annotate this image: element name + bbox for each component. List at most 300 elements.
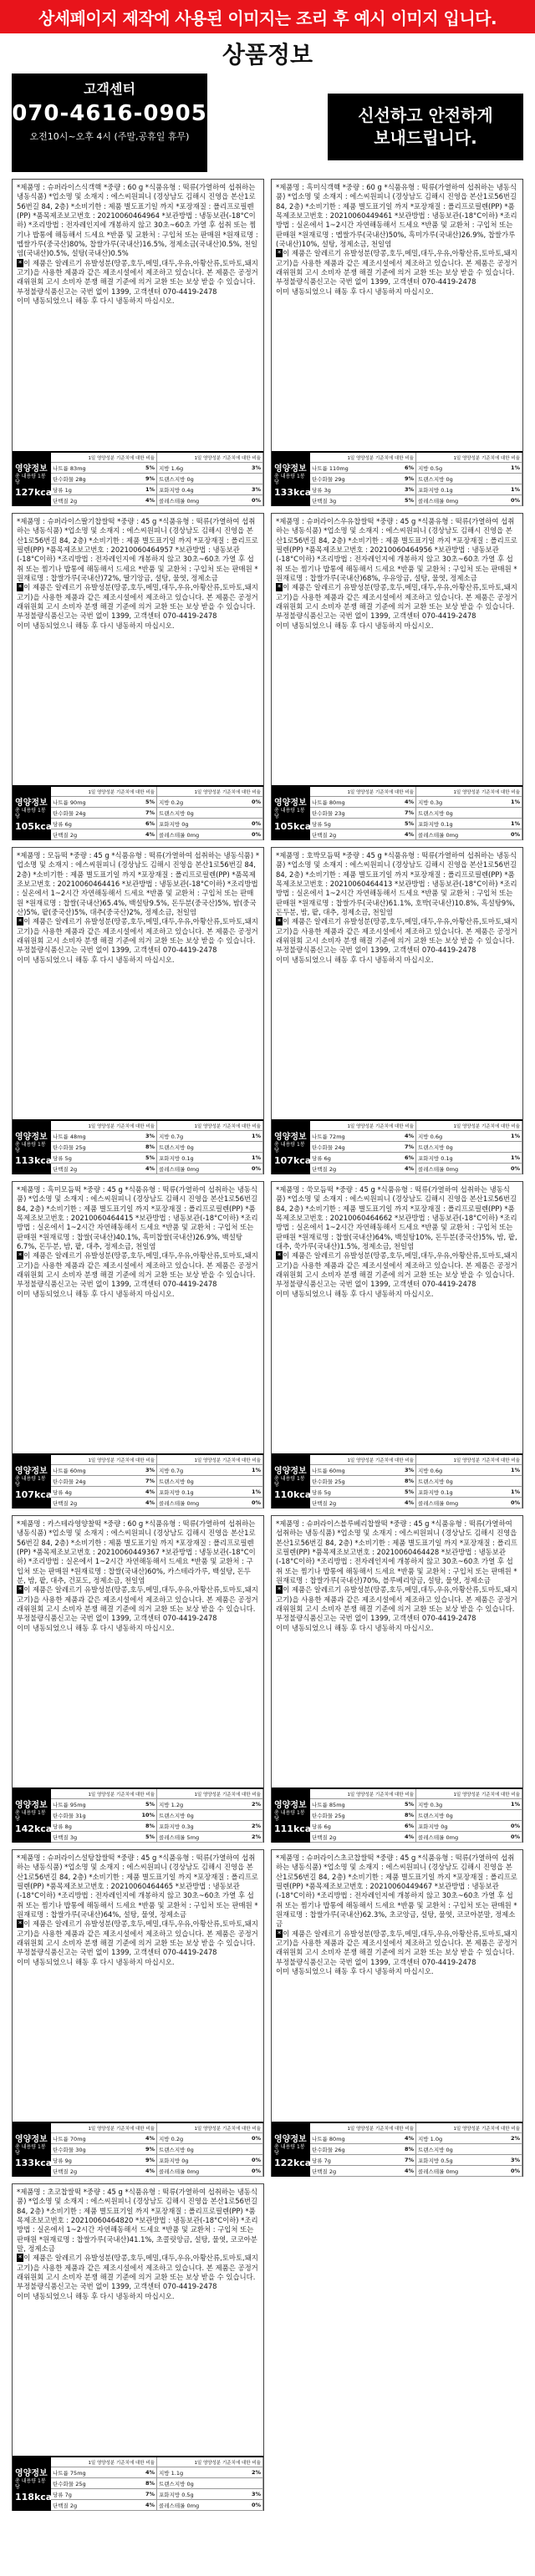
nutrient-cell bbox=[157, 2144, 263, 2155]
product-card bbox=[271, 179, 523, 506]
nutrient-name: 콜레스테롤 bbox=[159, 2168, 186, 2175]
nutrient-amount: 2g bbox=[69, 2502, 78, 2509]
nutrient-percent: 5% bbox=[404, 1801, 414, 1808]
nutrition-label: 영양정보 bbox=[15, 798, 48, 808]
freeze-note: 이미 냉동되었으니 해동 후 다시 냉동하지 마십시오. bbox=[276, 1967, 434, 1976]
nutrient-label-group bbox=[312, 1833, 336, 1841]
nutrient-percent: 2% bbox=[251, 1833, 261, 1840]
nutrient-name: 나트륨 bbox=[312, 799, 328, 806]
product-label-text bbox=[13, 514, 263, 785]
nutrient-amount: 2g bbox=[329, 1499, 337, 1507]
kcal-value: 133kcal bbox=[274, 487, 314, 499]
nutrient-percent: 3% bbox=[251, 2491, 261, 2497]
nutrient-cell bbox=[310, 1142, 416, 1153]
nutrient-amount: 28g bbox=[75, 475, 86, 483]
nutrient-percent: 2% bbox=[251, 1823, 261, 1829]
allergy-text: 이 제품은 알레르기 유발성분(땅콩,호두,메밀,대두,우유,아황산류,토마토,돼지고기)을 사용한 제품과 같은 제조시설에서 제조하고 있습니다. 본 제품은 공정거래위원회 고시 소비자 분쟁 해결 기준에 의거 교환 또는 보상 받을 수 있습니다. 부정불량식품신고는 국번 없이 1399, 고객센터 070-4419-2478 bbox=[276, 1585, 517, 1623]
nutrient-name: 트랜스지방 bbox=[159, 1812, 186, 1819]
nutrition-header bbox=[272, 1121, 314, 1174]
nutrient-name: 나트륨 bbox=[312, 2135, 328, 2142]
nutrient-cell bbox=[157, 1142, 263, 1153]
nutrient-cell bbox=[416, 1153, 522, 1164]
nutrient-cell bbox=[310, 2166, 416, 2177]
nutrient-percent: 0% bbox=[251, 1499, 261, 1506]
allergy-marker: * bbox=[18, 1585, 23, 1595]
nutrient-label-group bbox=[53, 831, 77, 839]
product-label-text bbox=[13, 1182, 263, 1453]
nutrient-percent: 0% bbox=[251, 2135, 261, 2142]
nutrient-cell bbox=[51, 2144, 157, 2155]
nutrient-amount: 9g bbox=[64, 2157, 72, 2164]
nutrient-name: 지방 bbox=[418, 1467, 429, 1474]
nutrient-amount: 0.1g bbox=[181, 1488, 194, 1496]
nutrient-amount: 6g bbox=[324, 1823, 331, 1830]
nutrient-label-group bbox=[418, 2135, 442, 2142]
freeze-note: 이미 냉동되었으니 해동 후 다시 냉동하지 마십시오. bbox=[276, 1289, 434, 1298]
nutrient-percent: 4% bbox=[145, 2469, 155, 2476]
nutrition-label: 영양정보 bbox=[274, 798, 307, 808]
nutrient-label-group bbox=[159, 2480, 194, 2487]
nutrient-label-group bbox=[312, 1165, 336, 1173]
nutrient-name: 지방 bbox=[159, 464, 170, 472]
nutrient-cell bbox=[157, 797, 263, 808]
allergy-notice bbox=[276, 583, 518, 621]
nutrient-amount: 2g bbox=[329, 1165, 337, 1173]
nutrient-label-group bbox=[53, 464, 86, 472]
nutrient-label-group bbox=[53, 809, 86, 817]
nutrition-header bbox=[13, 1121, 55, 1174]
nutrient-name: 단백질 bbox=[53, 1833, 69, 1841]
nutrient-label-group bbox=[159, 1488, 194, 1496]
nutrient-cell bbox=[157, 1131, 263, 1142]
nutrient-name: 나트륨 bbox=[53, 1467, 69, 1474]
nutrient-amount: 25g bbox=[334, 1478, 345, 1485]
nutrient-cell bbox=[416, 1476, 522, 1487]
freeze-note: 이미 냉동되었으니 해동 후 다시 냉동하지 마십시오. bbox=[17, 1289, 175, 1298]
nutrient-label-group bbox=[418, 831, 458, 839]
nutrition-table bbox=[51, 787, 263, 840]
nutrient-cell bbox=[416, 1821, 522, 1832]
allergy-marker: * bbox=[18, 917, 23, 926]
nutrient-amount: 25g bbox=[334, 1812, 345, 1819]
nutrient-amount: 1.2g bbox=[171, 1801, 184, 1808]
nutrient-amount: 0mg bbox=[446, 1499, 459, 1507]
notice-banner: 상세페이지 제작에 사용된 이미지는 조리 후 예시 이미지 입니다. bbox=[0, 0, 535, 33]
nutrient-label-group bbox=[159, 497, 199, 505]
allergy-marker: * bbox=[18, 1251, 23, 1260]
nutrient-label-group bbox=[159, 2502, 199, 2509]
nutrient-percent: 7% bbox=[404, 809, 414, 816]
nutrient-percent: 9% bbox=[404, 475, 414, 482]
nutrient-percent: 4% bbox=[145, 1499, 155, 1506]
allergy-marker: * bbox=[278, 1929, 282, 1938]
nutrient-label-group bbox=[159, 1154, 194, 1162]
nutrient-name: 탄수화물 bbox=[53, 2146, 74, 2153]
nutrition-table bbox=[51, 1455, 263, 1509]
freeze-note: 이미 냉동되었으니 해동 후 다시 냉동하지 마십시오. bbox=[17, 297, 175, 306]
nutrition-panel bbox=[272, 451, 522, 506]
product-details: *제품명 : 쑥모듬떡 *중량 : 45 g *식품유형 : 떡류(가열하여 섭취하는 냉동식품) *업소명 및 소재지 : 에스씨원피니 (경상남도 김해시 진영읍 본산1로56번길 84, 2층) *소비기한 : 제품 별도표기일 까지 *포장재질 : 폴리프로필렌(PP) *품목제조보고번호 : 20210060464662 *보관방법 : 냉동보관(-18°C이하) *조리방법 : 실온에서 1~2시간 자연해동해서 드세요 *반품 및 교환처 : 구입처 또는 판매원 *원재료명 : 찹쌀(국내산)64%, 백설탕10%, 돈두분(중국산)5%, 밤, 팥, 대추, 쑥가루(국내산)1.5%, 정제소금, 천일염 bbox=[276, 1185, 517, 1251]
nutrient-percent: 0% bbox=[510, 497, 520, 504]
nutrient-cell bbox=[51, 495, 157, 506]
nutrient-cell bbox=[51, 1142, 157, 1153]
nutrient-percent: 5% bbox=[145, 1833, 155, 1840]
nutrient-label-group bbox=[159, 1833, 199, 1841]
allergy-text: 이 제품은 알레르기 유발성분(땅콩,호두,메밀,대두,우유,아황산류,토마토,돼지고기)을 사용한 제품과 같은 제조시설에서 제조하고 있습니다. 본 제품은 공정거래위원회 고시 소비자 분쟁 해결 기준에 의거 교환 또는 보상 받을 수 있습니다. 부정불량식품신고는 국번 없이 1399, 고객센터 070-4419-2478 bbox=[276, 917, 517, 955]
nutrient-label-group bbox=[312, 1823, 331, 1830]
product-label-text bbox=[13, 180, 263, 451]
nutrient-name: 나트륨 bbox=[53, 799, 69, 806]
product-card bbox=[271, 1181, 523, 1509]
nutrient-name: 트랜스지방 bbox=[418, 1812, 445, 1819]
nutrient-percent: 4% bbox=[404, 1133, 414, 1139]
nutrient-cell bbox=[51, 474, 157, 484]
nutrient-cell bbox=[310, 1476, 416, 1487]
nutrition-header bbox=[13, 787, 55, 840]
nutrient-cell bbox=[310, 808, 416, 819]
nutrient-cell bbox=[157, 1498, 263, 1509]
nutrient-cell bbox=[51, 819, 157, 829]
product-details: *제품명 : 슈퍼라이스설탕찹쌀떡 *중량 : 45 g *식품유형 : 떡류(가열하여 섭취하는 냉동식품) *업소명 및 소재지 : 에스씨원피니 (경상남도 김해시 진영읍 본산1로56번길 84, 2층) *소비기한 : 제품 별도표기일 까지 *포장재질 : 폴리프로필렌(PP) *품목제조보고번호 : 20210060464465 *보관방법 : 냉동보관(-18°C이하) *조리방법 : 전자레인지에 개봉하지 않고 30초~60초 가열 후 섭취 또는 찜기나 밥통에 해동해서 드세요 *반품 및 교환처 : 구입처 또는 판매원 *원재료명 : 찹쌀가루(국내산)64%, 설탕, 물엿, 정제소금 bbox=[17, 1853, 258, 1919]
nutrition-panel bbox=[13, 1119, 263, 1174]
nutrient-name: 탄수화물 bbox=[53, 1143, 74, 1151]
product-card bbox=[12, 513, 264, 840]
nutrient-name: 지방 bbox=[418, 464, 429, 472]
nutrient-percent: 4% bbox=[145, 2135, 155, 2142]
nutrient-percent: 1% bbox=[510, 1467, 520, 1473]
nutrient-amount: 5g bbox=[324, 1488, 331, 1496]
nutrient-amount: 0g bbox=[446, 2146, 453, 2153]
nutrient-cell bbox=[157, 1465, 263, 1476]
nutrient-label-group bbox=[53, 2146, 86, 2153]
nutrient-cell bbox=[51, 1487, 157, 1498]
nutrient-label-group bbox=[418, 1499, 458, 1507]
nutrient-amount: 0mg bbox=[446, 1165, 459, 1173]
nutrient-percent: 8% bbox=[145, 1823, 155, 1829]
nutrition-label: 영양정보 bbox=[15, 464, 48, 474]
allergy-text: 이 제품은 알레르기 유발성분(땅콩,호두,메밀,대두,우유,아황산류,토마토,돼지고기)을 사용한 제품과 같은 제조시설에서 제조하고 있습니다. 본 제품은 공정거래위원회 고시 소비자 분쟁 해결 기준에 의거 교환 또는 보상 받을 수 있습니다. 부정불량식품신고는 국번 없이 1399, 고객센터 070-4419-2478 bbox=[17, 2254, 258, 2291]
nutrient-percent: 0% bbox=[510, 831, 520, 838]
nutrition-panel bbox=[272, 1119, 522, 1174]
nutrient-label-group bbox=[159, 2135, 183, 2142]
freeze-note: 이미 냉동되었으니 해동 후 다시 냉동하지 마십시오. bbox=[17, 621, 175, 630]
product-card bbox=[12, 2183, 264, 2511]
nutrient-name: 지방 bbox=[418, 1133, 429, 1140]
nutrient-name: 콜레스테롤 bbox=[159, 831, 186, 839]
product-label-text bbox=[13, 1516, 263, 1787]
nutrient-cell bbox=[310, 1131, 416, 1142]
allergy-notice bbox=[17, 1585, 259, 1623]
fresh-line-2: 보내드립니다. bbox=[374, 128, 477, 148]
nutrient-label-group bbox=[312, 1801, 345, 1808]
nutrient-cell bbox=[310, 797, 416, 808]
nutrient-name: 탄수화물 bbox=[312, 1478, 334, 1485]
product-details: *제품명 : 슈퍼라이스우유찹쌀떡 *중량 : 45 g *식품유형 : 떡류(가열하여 섭취하는 냉동식품) *업소명 및 소재지 : 에스씨원피니 (경상남도 김해시 진영읍 본산1로56번길 84, 2층) *소비기한 : 제품 별도표기일 까지 *포장재질 : 폴리프로필렌(PP) *품목제조보고번호 : 20210060464956 *보관방법 : 냉동보관(-18°C이하) *조리방법 : 전자레인지에 개봉하지 않고 30초~60초 가열 후 섭취 또는 찜기나 밥통에 해동해서 드세요 *반품 및 교환처 : 구입처 또는 판매원 *원재료명 : 찹쌀가루(국내산)68%, 우유앙금, 설탕, 물엿, 정제소금 bbox=[276, 517, 517, 583]
nutrient-name: 지방 bbox=[418, 799, 429, 806]
nutrient-amount: 0.1g bbox=[441, 1488, 453, 1496]
nutrient-amount: 0.5g bbox=[430, 464, 443, 472]
nutrient-label-group bbox=[159, 2157, 188, 2164]
product-label-text bbox=[272, 180, 522, 451]
nutrient-amount: 0g bbox=[441, 1823, 448, 1830]
nutrient-amount: 0mg bbox=[186, 1165, 200, 1173]
nutrient-amount: 0mg bbox=[186, 831, 200, 839]
nutrient-percent: 0% bbox=[251, 820, 261, 827]
nutrient-percent: 8% bbox=[145, 2480, 155, 2487]
product-details: *제품명 : 호박모듬떡 *중량 : 45 g *식품유형 : 떡류(가열하여 섭취하는 냉동식품) *업소명 및 소재지 : 에스씨원피니 (경상남도 김해시 진영읍 본산1로56번길 84, 2층) *소비기한 : 제품 별도표기일 까지 *포장재질 : 폴리프로필렌(PP) *품목제조보고번호 : 20210060464413 *보관방법 : 냉동보관(-18°C이하) *조리방법 : 실온에서 1~2시간 자연해동해서 드세요 *반품 및 교환처 : 구입처 또는 판매원 *원재료명 : 찹쌀가루(국내산)61.1%, 호박(국내산)10.8%, 흑설탕9%, 돈두분, 밤, 팥, 대추, 정제소금, 천일염 bbox=[276, 851, 517, 917]
nutrient-amount: 0mg bbox=[446, 831, 459, 839]
nutrient-cell bbox=[51, 829, 157, 840]
nutrient-amount: 25g bbox=[75, 2480, 86, 2487]
nutrition-table bbox=[51, 2123, 263, 2177]
nutrient-cell bbox=[51, 808, 157, 819]
nutrient-cell bbox=[416, 808, 522, 819]
nutrient-percent: 5% bbox=[404, 820, 414, 827]
freeze-note: 이미 냉동되었으니 해동 후 다시 냉동하지 마십시오. bbox=[17, 955, 175, 964]
nutrient-percent: 6% bbox=[404, 1154, 414, 1161]
nutrient-amount: 0g bbox=[186, 1143, 194, 1151]
nutrient-name: 지방 bbox=[159, 2469, 170, 2477]
product-details: *제품명 : 슈퍼라이스초코찹쌀떡 *중량 : 45 g *식품유형 : 떡류(가열하여 섭취하는 냉동식품) *업소명 및 소재지 : 에스씨원피니 (경상남도 김해시 진영읍 본산1로56번길 84, 2층) *소비기한 : 제품 별도표기일 까지 *포장재질 : 폴리프로필렌(PP) *품목제조보고번호 : 20210060449467 *보관방법 : 냉동보관(-18°C이하) *조리방법 : 전자레인지에 개봉하지 않고 30초~60초 가열 후 섭취 또는 찜기나 밥통에 해동해서 드세요 *반품 및 교환처 : 구입처 또는 판매원 *원재료명 : 찹쌀가루(국내산)62.3%, 초코앙금, 설탕, 물엿, 코코아분말, 정제소금 bbox=[276, 1853, 517, 1929]
nutrient-amount: 0g bbox=[186, 2146, 194, 2153]
nutrient-percent: 5% bbox=[404, 1488, 414, 1495]
nutrition-panel bbox=[272, 785, 522, 840]
product-details: *제품명 : 슈퍼라이스식객핵 *중량 : 60 g *식품유형 : 떡류(가열하여 섭취하는 냉동식품) *업소명 및 소재지 : 에스씨원피니 (경상남도 김해시 진영읍 본산1로56번길 84, 2층) *소비기한 : 제품 별도표기일 까지 *포장재질 : 폴리프로필렌(PP) *품목제조보고번호 : 20210060464964 *보관방법 : 냉동보관(-18°C이하) *조리방법 : 전자레인지에 개봉하지 않고 30초~60초 가열 후 섭취 또는 찜기나 밥통에 해동해서 드세요 *반품 및 교환처 : 구입처 또는 판매원 *원재료명 : 멥쌀가루(중국산)80%, 찹쌀가루(국내산)16.5%, 정제소금(국내산)0.5%, 천일염(국내산)0.5%, 설탕(국내산)0.5% bbox=[17, 183, 258, 258]
product-label-text bbox=[13, 2184, 263, 2456]
nutrient-label-group bbox=[53, 820, 72, 828]
nutrient-label-group bbox=[418, 2146, 453, 2153]
nutrient-amount: 3g bbox=[69, 1833, 78, 1841]
nutrient-name: 단백질 bbox=[312, 497, 328, 505]
nutrient-percent: 4% bbox=[404, 799, 414, 805]
nutrient-name: 탄수화물 bbox=[312, 1812, 334, 1819]
nutrient-percent: 8% bbox=[404, 1478, 414, 1484]
nutrient-percent: 7% bbox=[145, 1478, 155, 1484]
nutrient-amount: 0mg bbox=[446, 1833, 459, 1841]
nutrient-label-group bbox=[312, 799, 345, 806]
nutrition-col-header: 1일 영양성분 기준치에 대한 비율 bbox=[157, 1455, 263, 1465]
nutrient-label-group bbox=[159, 2491, 194, 2498]
nutrient-amount: 2g bbox=[329, 2168, 337, 2175]
nutrient-label-group bbox=[53, 1478, 86, 1485]
kcal-value: 107kcal bbox=[15, 1489, 55, 1501]
allergy-text: 이 제품은 알레르기 유발성분(땅콩,호두,메밀,대두,우유,아황산류,토마토,돼지고기)을 사용한 제품과 같은 제조시설에서 제조하고 있습니다. 본 제품은 공정거래위원회 고시 소비자 분쟁 해결 기준에 의거 교환 또는 보상 받을 수 있습니다. 부정불량식품신고는 국번 없이 1399, 고객센터 070-4419-2478 bbox=[17, 583, 258, 621]
nutrient-percent: 5% bbox=[145, 1801, 155, 1808]
nutrition-sub: 총 내용량 1봉 당 bbox=[274, 2143, 305, 2156]
nutrient-label-group bbox=[312, 1499, 336, 1507]
nutrient-amount: 5mg bbox=[186, 1833, 200, 1841]
nutrient-cell bbox=[51, 1799, 157, 1810]
nutrient-amount: 2g bbox=[329, 831, 337, 839]
nutrient-amount: 0mg bbox=[446, 497, 459, 505]
nutrition-table bbox=[51, 2457, 263, 2511]
nutrient-label-group bbox=[53, 1833, 77, 1841]
nutrient-percent: 4% bbox=[404, 2168, 414, 2174]
nutrient-name: 트랜스지방 bbox=[418, 1143, 445, 1151]
nutrient-label-group bbox=[418, 2157, 453, 2164]
nutrient-cell bbox=[416, 474, 522, 484]
nutrient-label-group bbox=[312, 809, 345, 817]
nutrient-amount: 3g bbox=[329, 497, 337, 505]
nutrient-amount: 0.7g bbox=[171, 1133, 184, 1140]
allergy-text: 이 제품은 알레르기 유발성분(땅콩,호두,메밀,대두,우유,아황산류,토마토,돼지고기)을 사용한 제품과 같은 제조시설에서 제조하고 있습니다. 본 제품은 공정거래위원회 고시 소비자 분쟁 해결 기준에 의거 교환 또는 보상 받을 수 있습니다. 부정불량식품신고는 국번 없이 1399, 고객센터 070-4419-2478 bbox=[276, 583, 517, 621]
product-card bbox=[12, 1849, 264, 2177]
cs-phone[interactable]: 070-4616-0905 bbox=[12, 101, 207, 126]
nutrient-cell bbox=[310, 2155, 416, 2166]
nutrient-percent: 4% bbox=[404, 831, 414, 838]
nutrient-percent: 0% bbox=[510, 1823, 520, 1829]
kcal-value: 118kcal bbox=[15, 2492, 55, 2503]
nutrition-sub: 총 내용량 1봉 당 bbox=[15, 2143, 46, 2156]
nutrient-name: 포화지방 bbox=[159, 486, 181, 494]
nutrient-label-group bbox=[53, 497, 77, 505]
product-details: *제품명 : 슈퍼라이스블루베리찹쌀떡 *중량 : 45 g *식품유형 : 떡류(가열하여 섭취하는 냉동식품) *업소명 및 소재지 : 에스씨원피니 (경상남도 김해시 진영읍 본산1로56번길 84, 2층) *소비기한 : 제품 별도표기일 까지 *포장재질 : 폴리프로필렌(PP) *품목제조보고번호 : 20210060464428 *보관방법 : 냉동보관(-18°C이하) *조리방법 : 전자레인지에 개봉하지 않고 30초~60초 가열 후 섭취 또는 찜기나 밥통에 해동해서 드세요 *반품 및 교환처 : 구입처 또는 판매원 *원재료명 : 찹쌀가루(국내산)70%, 블루베리앙금, 설탕, 물엿, 정제소금 bbox=[276, 1519, 517, 1585]
nutrient-name: 포화지방 bbox=[418, 1823, 440, 1830]
nutrient-cell bbox=[310, 1164, 416, 1174]
nutrient-name: 콜레스테롤 bbox=[159, 2502, 186, 2509]
nutrient-percent: 3% bbox=[510, 2157, 520, 2163]
allergy-notice bbox=[17, 583, 259, 621]
nutrient-percent: 4% bbox=[404, 2135, 414, 2142]
nutrition-table bbox=[51, 1121, 263, 1174]
nutrient-label-group bbox=[418, 1812, 453, 1819]
nutrient-percent: 8% bbox=[145, 1143, 155, 1150]
allergy-marker: * bbox=[18, 1919, 23, 1929]
nutrition-col-header: 1일 영양성분 기준치에 대한 비율 bbox=[51, 1121, 157, 1131]
nutrient-percent: 1% bbox=[510, 1488, 520, 1495]
freeze-note: 이미 냉동되었으니 해동 후 다시 냉동하지 마십시오. bbox=[276, 955, 434, 964]
nutrition-header bbox=[13, 1455, 55, 1509]
nutrient-cell bbox=[157, 1164, 263, 1174]
nutrient-cell bbox=[416, 1799, 522, 1810]
nutrient-amount: 80mg bbox=[329, 2135, 345, 2142]
nutrient-amount: 75mg bbox=[69, 2469, 86, 2477]
nutrient-amount: 0g bbox=[446, 1143, 453, 1151]
nutrition-panel bbox=[13, 1787, 263, 1843]
nutrient-amount: 3g bbox=[324, 486, 331, 494]
nutrient-name: 당류 bbox=[53, 2491, 64, 2498]
nutrient-amount: 0g bbox=[186, 809, 194, 817]
nutrition-col-header: 1일 영양성분 기준치에 대한 비율 bbox=[310, 2123, 416, 2133]
nutrition-col-header: 1일 영양성분 기준치에 대한 비율 bbox=[310, 1121, 416, 1131]
nutrient-label-group bbox=[418, 497, 458, 505]
nutrient-name: 단백질 bbox=[312, 831, 328, 839]
nutrient-label-group bbox=[53, 2469, 86, 2477]
product-label-text bbox=[272, 1850, 522, 2122]
nutrition-header bbox=[272, 2123, 314, 2177]
nutrition-panel bbox=[13, 785, 263, 840]
nutrient-cell bbox=[157, 474, 263, 484]
nutrient-amount: 0.6g bbox=[430, 1133, 443, 1140]
nutrient-name: 트랜스지방 bbox=[159, 1478, 186, 1485]
kcal-value: 105kcal bbox=[15, 821, 55, 833]
nutrient-percent: 9% bbox=[145, 475, 155, 482]
nutrient-name: 단백질 bbox=[53, 1499, 69, 1507]
nutrient-name: 트랜스지방 bbox=[159, 2146, 186, 2153]
nutrient-amount: 0.6g bbox=[430, 1467, 443, 1474]
nutrient-cell bbox=[51, 463, 157, 474]
nutrient-label-group bbox=[418, 1154, 453, 1162]
nutrient-cell bbox=[157, 2166, 263, 2177]
nutrient-label-group bbox=[418, 1467, 442, 1474]
nutrient-percent: 0% bbox=[251, 2168, 261, 2174]
nutrient-percent: 7% bbox=[145, 2491, 155, 2497]
nutrient-label-group bbox=[312, 475, 345, 483]
nutrition-sub: 총 내용량 1봉 당 bbox=[15, 2477, 46, 2490]
nutrient-label-group bbox=[159, 1499, 199, 1507]
nutrition-col-header: 1일 영양성분 기준치에 대한 비율 bbox=[157, 2457, 263, 2467]
cs-hours: 오전10시~오후 4시 (주말,공휴일 휴무) bbox=[29, 131, 190, 142]
freeze-note: 이미 냉동되었으니 해동 후 다시 냉동하지 마십시오. bbox=[276, 287, 434, 296]
nutrient-name: 당류 bbox=[53, 1823, 64, 1830]
nutrient-label-group bbox=[53, 475, 86, 483]
nutrient-label-group bbox=[312, 1133, 345, 1140]
nutrient-amount: 0g bbox=[446, 1478, 453, 1485]
nutrition-label: 영양정보 bbox=[15, 2134, 48, 2144]
nutrition-header bbox=[272, 1455, 314, 1509]
product-card bbox=[12, 1181, 264, 1509]
nutrient-name: 콜레스테롤 bbox=[418, 1499, 445, 1507]
nutrient-amount: 7g bbox=[324, 2157, 331, 2164]
nutrient-cell bbox=[51, 2166, 157, 2177]
nutrient-cell bbox=[310, 1810, 416, 1821]
nutrient-name: 단백질 bbox=[312, 2168, 328, 2175]
nutrient-amount: 0.1g bbox=[441, 1154, 453, 1162]
allergy-notice bbox=[17, 917, 259, 955]
nutrient-amount: 0.7g bbox=[171, 1467, 184, 1474]
nutrient-label-group bbox=[53, 1143, 86, 1151]
nutrient-cell bbox=[310, 484, 416, 495]
nutrient-percent: 7% bbox=[404, 1143, 414, 1150]
nutrient-name: 당류 bbox=[53, 2157, 64, 2164]
nutrient-name: 나트륨 bbox=[312, 1133, 328, 1140]
nutrient-amount: 0.5g bbox=[181, 2491, 194, 2498]
nutrition-panel bbox=[13, 451, 263, 506]
nutrient-cell bbox=[310, 2144, 416, 2155]
nutrient-name: 당류 bbox=[312, 1823, 323, 1830]
kcal-value: 110kcal bbox=[274, 1489, 314, 1501]
nutrient-percent: 4% bbox=[145, 831, 155, 838]
nutrient-cell bbox=[416, 2133, 522, 2144]
allergy-text: 이 제품은 알레르기 유발성분(땅콩,호두,메밀,대두,우유,아황산류,토마토,돼지고기)을 사용한 제품과 같은 제조시설에서 제조하고 있습니다. 본 제품은 공정거래위원회 고시 소비자 분쟁 해결 기준에 의거 교환 또는 보상 받을 수 있습니다. 부정불량식품신고는 국번 없이 1399, 고객센터 070-4419-2478 bbox=[17, 1919, 258, 1957]
nutrient-name: 당류 bbox=[312, 2157, 323, 2164]
nutrition-panel bbox=[13, 1453, 263, 1509]
allergy-marker: * bbox=[278, 917, 282, 926]
nutrient-label-group bbox=[159, 1143, 194, 1151]
nutrient-amount: 0g bbox=[186, 1812, 194, 1819]
nutrient-amount: 1.6g bbox=[171, 464, 184, 472]
nutrient-name: 트랜스지방 bbox=[418, 809, 445, 817]
nutrient-cell bbox=[157, 1810, 263, 1821]
nutrient-cell bbox=[157, 1487, 263, 1498]
nutrient-percent: 1% bbox=[510, 799, 520, 805]
allergy-notice bbox=[276, 249, 518, 287]
nutrient-cell bbox=[51, 1832, 157, 1843]
nutrient-label-group bbox=[418, 809, 453, 817]
nutrition-col-header: 1일 영양성분 기준치에 대한 비율 bbox=[416, 2123, 522, 2133]
kcal-value: 111kcal bbox=[274, 1823, 314, 1835]
nutrition-col-header: 1일 영양성분 기준치에 대한 비율 bbox=[157, 787, 263, 797]
nutrient-label-group bbox=[53, 2491, 72, 2498]
nutrient-cell bbox=[416, 829, 522, 840]
nutrient-percent: 5% bbox=[145, 799, 155, 805]
nutrient-name: 탄수화물 bbox=[53, 1478, 74, 1485]
product-details: *제품명 : 슈퍼라이스딸기찹쌀떡 *중량 : 45 g *식품유형 : 떡류(가열하여 섭취하는 냉동식품) *업소명 및 소재지 : 에스씨원피니 (경상남도 김해시 진영읍 본산1로56번길 84, 2층) *소비기한 : 제품 별도표기일 까지 *포장재질 : 폴리프로필렌(PP) *품목제조보고번호 : 20210060464957 *보관방법 : 냉동보관(-18°C이하) *조리방법 : 전자레인지에 개봉하지 않고 30초~60초 가열 후 섭취 또는 찜기나 밥통에 해동해서 드세요 *반품 및 교환처 : 구입처 또는 판매원 *원재료명 : 찹쌀가루(국내산)72%, 딸기앙금, 설탕, 물엿, 정제소금 bbox=[17, 517, 258, 583]
allergy-marker: * bbox=[18, 2254, 23, 2263]
nutrition-header bbox=[272, 1789, 314, 1843]
nutrient-label-group bbox=[159, 1812, 194, 1819]
nutrient-label-group bbox=[159, 1467, 183, 1474]
